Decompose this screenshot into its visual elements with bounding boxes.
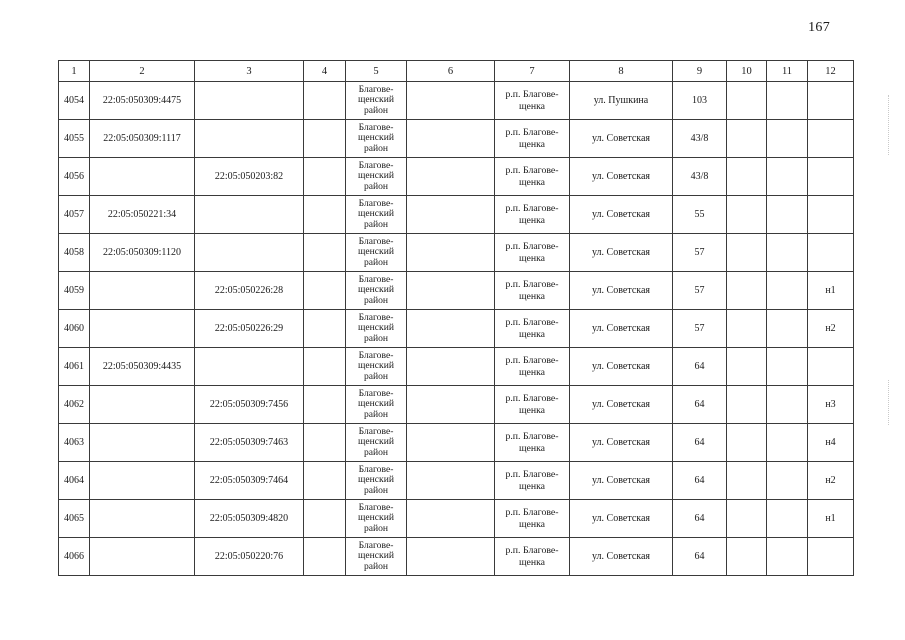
settlement-cell-line: р.п. Благове- — [505, 354, 559, 366]
column-4-cell — [304, 234, 346, 272]
column-6-cell — [407, 500, 495, 538]
table-row — [59, 462, 854, 500]
column-header: 6 — [407, 61, 495, 82]
margin-marks — [888, 95, 893, 155]
district-cell-line: Благове- — [358, 387, 394, 399]
settlement-cell-line: щенка — [518, 138, 546, 150]
settlement-cell-line: щенка — [518, 366, 546, 378]
column-6-cell — [407, 310, 495, 348]
settlement-cell-line: р.п. Благове- — [505, 430, 559, 442]
column-11-cell — [767, 348, 808, 386]
column-10-cell — [727, 386, 767, 424]
district-cell — [346, 462, 407, 500]
table-row — [59, 82, 854, 120]
settlement-cell — [495, 272, 570, 310]
district-cell-line: щенский — [358, 550, 394, 562]
cadastral-number-alt — [195, 120, 304, 158]
column-10-cell — [727, 348, 767, 386]
settlement-cell-line: щенка — [518, 404, 546, 416]
settlement-cell — [495, 462, 570, 500]
cadastral-number-alt: 22:05:050309:7463 — [195, 424, 304, 462]
table-row — [59, 158, 854, 196]
settlement-cell-line: щенка — [518, 480, 546, 492]
column-4-cell — [304, 120, 346, 158]
table-row — [59, 348, 854, 386]
settlement-cell-line: р.п. Благове- — [505, 240, 559, 252]
column-header: 7 — [495, 61, 570, 82]
district-cell — [346, 424, 407, 462]
table-row — [59, 500, 854, 538]
street-cell: ул. Советская — [570, 158, 673, 196]
table-row — [59, 272, 854, 310]
district-cell-line: щенский — [358, 94, 394, 106]
column-header: 9 — [673, 61, 727, 82]
cadastral-number-alt — [195, 82, 304, 120]
house-number: 57 — [673, 310, 727, 348]
column-10-cell — [727, 234, 767, 272]
column-11-cell — [767, 196, 808, 234]
note-cell: н3 — [808, 386, 854, 424]
cadastral-number: 22:05:050221:34 — [90, 196, 195, 234]
cadastral-number-alt: 22:05:050220:76 — [195, 538, 304, 576]
note-cell — [808, 196, 854, 234]
settlement-cell-line: щенка — [518, 290, 546, 302]
column-header: 12 — [808, 61, 854, 82]
street-cell: ул. Советская — [570, 424, 673, 462]
house-number: 64 — [673, 424, 727, 462]
row-number: 4058 — [59, 234, 90, 272]
cadastral-number: 22:05:050309:1117 — [90, 120, 195, 158]
note-cell — [808, 120, 854, 158]
district-cell-line: район — [363, 180, 389, 192]
district-cell-line: щенский — [358, 208, 394, 220]
column-10-cell — [727, 462, 767, 500]
district-cell — [346, 538, 407, 576]
row-number: 4065 — [59, 500, 90, 538]
settlement-cell-line: р.п. Благове- — [505, 468, 559, 480]
settlement-cell — [495, 234, 570, 272]
column-4-cell — [304, 272, 346, 310]
table-row — [59, 120, 854, 158]
note-cell — [808, 348, 854, 386]
street-cell: ул. Пушкина — [570, 82, 673, 120]
row-number: 4060 — [59, 310, 90, 348]
note-cell: н2 — [808, 310, 854, 348]
column-4-cell — [304, 158, 346, 196]
house-number: 43/8 — [673, 158, 727, 196]
row-number: 4062 — [59, 386, 90, 424]
cadastral-number-alt: 22:05:050309:7456 — [195, 386, 304, 424]
row-number: 4055 — [59, 120, 90, 158]
district-cell-line: Благове- — [358, 425, 394, 437]
table-row — [59, 538, 854, 576]
cadastral-number-alt: 22:05:050226:28 — [195, 272, 304, 310]
cadastral-number-alt: 22:05:050309:4820 — [195, 500, 304, 538]
row-number: 4066 — [59, 538, 90, 576]
cadastral-number — [90, 386, 195, 424]
district-cell-line: щенский — [358, 512, 394, 524]
column-11-cell — [767, 538, 808, 576]
street-cell: ул. Советская — [570, 196, 673, 234]
house-number: 64 — [673, 386, 727, 424]
district-cell-line: район — [363, 104, 389, 116]
column-10-cell — [727, 158, 767, 196]
settlement-cell-line: щенка — [518, 214, 546, 226]
house-number: 64 — [673, 462, 727, 500]
house-number: 57 — [673, 234, 727, 272]
settlement-cell-line: щенка — [518, 100, 546, 112]
settlement-cell — [495, 120, 570, 158]
register-table — [58, 60, 854, 576]
district-cell — [346, 196, 407, 234]
column-11-cell — [767, 310, 808, 348]
row-number: 4063 — [59, 424, 90, 462]
column-10-cell — [727, 82, 767, 120]
district-cell-line: район — [363, 294, 389, 306]
district-cell-line: щенский — [358, 322, 394, 334]
district-cell-line: Благове- — [358, 273, 394, 285]
column-11-cell — [767, 462, 808, 500]
district-cell — [346, 348, 407, 386]
column-10-cell — [727, 538, 767, 576]
column-6-cell — [407, 158, 495, 196]
cadastral-number-alt — [195, 196, 304, 234]
settlement-cell-line: щенка — [518, 176, 546, 188]
district-cell-line: щенский — [358, 360, 394, 372]
district-cell-line: район — [363, 522, 389, 534]
column-6-cell — [407, 462, 495, 500]
note-cell: н1 — [808, 272, 854, 310]
row-number: 4056 — [59, 158, 90, 196]
house-number: 64 — [673, 348, 727, 386]
column-11-cell — [767, 82, 808, 120]
district-cell — [346, 234, 407, 272]
column-11-cell — [767, 500, 808, 538]
district-cell-line: район — [363, 408, 389, 420]
row-number: 4054 — [59, 82, 90, 120]
column-6-cell — [407, 386, 495, 424]
cadastral-number — [90, 310, 195, 348]
note-cell: н1 — [808, 500, 854, 538]
settlement-cell — [495, 82, 570, 120]
settlement-cell — [495, 158, 570, 196]
district-cell-line: район — [363, 484, 389, 496]
district-cell — [346, 500, 407, 538]
house-number: 103 — [673, 82, 727, 120]
settlement-cell-line: р.п. Благове- — [505, 392, 559, 404]
column-4-cell — [304, 386, 346, 424]
settlement-cell — [495, 386, 570, 424]
note-cell — [808, 234, 854, 272]
district-cell-line: район — [363, 256, 389, 268]
column-11-cell — [767, 120, 808, 158]
cadastral-number — [90, 424, 195, 462]
district-cell-line: район — [363, 370, 389, 382]
column-10-cell — [727, 120, 767, 158]
district-cell — [346, 82, 407, 120]
settlement-cell-line: р.п. Благове- — [505, 164, 559, 176]
street-cell: ул. Советская — [570, 234, 673, 272]
column-header: 10 — [727, 61, 767, 82]
street-cell: ул. Советская — [570, 272, 673, 310]
cadastral-number — [90, 462, 195, 500]
settlement-cell-line: р.п. Благове- — [505, 88, 559, 100]
column-header: 5 — [346, 61, 407, 82]
table-row — [59, 196, 854, 234]
house-number: 64 — [673, 500, 727, 538]
column-header: 8 — [570, 61, 673, 82]
row-number: 4061 — [59, 348, 90, 386]
district-cell-line: Благове- — [358, 539, 394, 551]
column-10-cell — [727, 196, 767, 234]
column-11-cell — [767, 234, 808, 272]
column-6-cell — [407, 120, 495, 158]
table-row — [59, 234, 854, 272]
note-cell: н2 — [808, 462, 854, 500]
house-number: 55 — [673, 196, 727, 234]
settlement-cell-line: щенка — [518, 556, 546, 568]
table-row — [59, 310, 854, 348]
street-cell: ул. Советская — [570, 538, 673, 576]
margin-marks — [888, 380, 893, 425]
district-cell-line: Благове- — [358, 159, 394, 171]
settlement-cell-line: р.п. Благове- — [505, 506, 559, 518]
column-11-cell — [767, 424, 808, 462]
district-cell-line: Благове- — [358, 83, 394, 95]
settlement-cell — [495, 500, 570, 538]
note-cell: н4 — [808, 424, 854, 462]
settlement-cell-line: р.п. Благове- — [505, 544, 559, 556]
column-10-cell — [727, 272, 767, 310]
column-header: 1 — [59, 61, 90, 82]
table-row — [59, 424, 854, 462]
cadastral-number — [90, 272, 195, 310]
street-cell: ул. Советская — [570, 310, 673, 348]
column-6-cell — [407, 424, 495, 462]
cadastral-number: 22:05:050309:4475 — [90, 82, 195, 120]
district-cell — [346, 272, 407, 310]
district-cell-line: щенский — [358, 474, 394, 486]
street-cell: ул. Советская — [570, 386, 673, 424]
column-header: 4 — [304, 61, 346, 82]
column-10-cell — [727, 500, 767, 538]
column-10-cell — [727, 424, 767, 462]
district-cell-line: район — [363, 332, 389, 344]
street-cell: ул. Советская — [570, 500, 673, 538]
cadastral-number: 22:05:050309:4435 — [90, 348, 195, 386]
street-cell: ул. Советская — [570, 120, 673, 158]
column-4-cell — [304, 538, 346, 576]
page-number: 167 — [808, 20, 830, 35]
district-cell-line: Благове- — [358, 311, 394, 323]
district-cell-line: Благове- — [358, 235, 394, 247]
settlement-cell-line: щенка — [518, 328, 546, 340]
district-cell-line: район — [363, 560, 389, 572]
district-cell-line: Благове- — [358, 463, 394, 475]
column-4-cell — [304, 462, 346, 500]
district-cell — [346, 158, 407, 196]
cadastral-number-alt: 22:05:050203:82 — [195, 158, 304, 196]
header-row — [59, 61, 854, 82]
column-6-cell — [407, 272, 495, 310]
row-number: 4059 — [59, 272, 90, 310]
register-body — [59, 82, 854, 576]
note-cell — [808, 158, 854, 196]
column-6-cell — [407, 196, 495, 234]
column-6-cell — [407, 348, 495, 386]
settlement-cell-line: щенка — [518, 252, 546, 264]
note-cell — [808, 538, 854, 576]
column-4-cell — [304, 500, 346, 538]
column-10-cell — [727, 310, 767, 348]
settlement-cell-line: р.п. Благове- — [505, 316, 559, 328]
district-cell-line: щенский — [358, 170, 394, 182]
district-cell-line: район — [363, 142, 389, 154]
column-4-cell — [304, 82, 346, 120]
settlement-cell-line: р.п. Благове- — [505, 278, 559, 290]
cadastral-number-alt: 22:05:050309:7464 — [195, 462, 304, 500]
column-11-cell — [767, 158, 808, 196]
column-4-cell — [304, 196, 346, 234]
column-header: 11 — [767, 61, 808, 82]
house-number: 64 — [673, 538, 727, 576]
settlement-cell — [495, 196, 570, 234]
district-cell — [346, 120, 407, 158]
note-cell — [808, 82, 854, 120]
column-11-cell — [767, 272, 808, 310]
column-11-cell — [767, 386, 808, 424]
settlement-cell — [495, 348, 570, 386]
settlement-cell — [495, 538, 570, 576]
district-cell-line: щенский — [358, 246, 394, 258]
cadastral-number-alt — [195, 234, 304, 272]
column-6-cell — [407, 82, 495, 120]
row-number: 4057 — [59, 196, 90, 234]
district-cell-line: Благове- — [358, 197, 394, 209]
row-number: 4064 — [59, 462, 90, 500]
settlement-cell — [495, 424, 570, 462]
district-cell — [346, 310, 407, 348]
table-row — [59, 386, 854, 424]
settlement-cell-line: р.п. Благове- — [505, 202, 559, 214]
column-4-cell — [304, 424, 346, 462]
district-cell-line: щенский — [358, 284, 394, 296]
column-6-cell — [407, 538, 495, 576]
cadastral-number — [90, 158, 195, 196]
house-number: 43/8 — [673, 120, 727, 158]
settlement-cell-line: щенка — [518, 518, 546, 530]
district-cell-line: Благове- — [358, 121, 394, 133]
column-header: 2 — [90, 61, 195, 82]
district-cell-line: Благове- — [358, 501, 394, 513]
cadastral-number: 22:05:050309:1120 — [90, 234, 195, 272]
settlement-cell-line: р.п. Благове- — [505, 126, 559, 138]
street-cell: ул. Советская — [570, 462, 673, 500]
district-cell — [346, 386, 407, 424]
cadastral-number-alt: 22:05:050226:29 — [195, 310, 304, 348]
column-6-cell — [407, 234, 495, 272]
district-cell-line: район — [363, 218, 389, 230]
cadastral-number — [90, 538, 195, 576]
district-cell-line: щенский — [358, 398, 394, 410]
cadastral-number — [90, 500, 195, 538]
district-cell-line: Благове- — [358, 349, 394, 361]
settlement-cell — [495, 310, 570, 348]
settlement-cell-line: щенка — [518, 442, 546, 454]
street-cell: ул. Советская — [570, 348, 673, 386]
house-number: 57 — [673, 272, 727, 310]
district-cell-line: щенский — [358, 132, 394, 144]
column-4-cell — [304, 348, 346, 386]
column-4-cell — [304, 310, 346, 348]
district-cell-line: щенский — [358, 436, 394, 448]
cadastral-number-alt — [195, 348, 304, 386]
district-cell-line: район — [363, 446, 389, 458]
column-header: 3 — [195, 61, 304, 82]
